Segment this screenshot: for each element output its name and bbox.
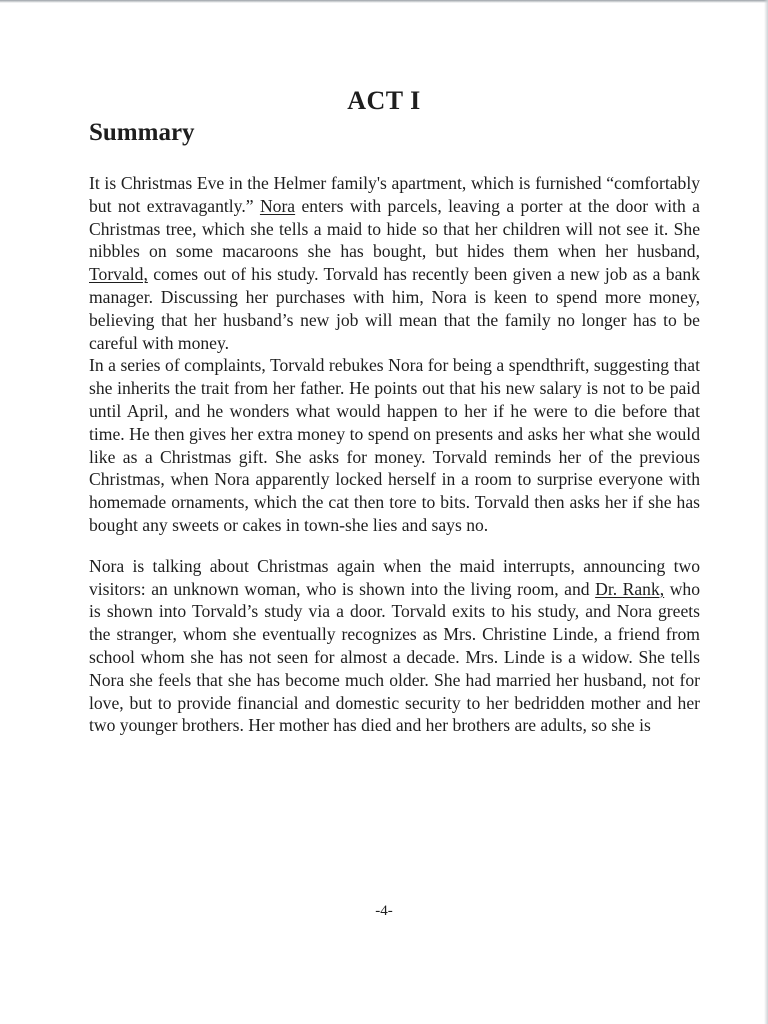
character-link[interactable]: Dr. Rank, [595,578,665,599]
paragraph-text: enters with parcels, leaving a porter at the door with a Christmas tree, which she tells a maid to hide so that her children will not see it. She nibbles on some macaroons she has bought, but hides them when her husband, [89,195,700,262]
character-link[interactable]: Torvald, [89,264,148,285]
summary-paragraph-2 [89,354,700,536]
section-heading: Summary [89,119,195,146]
character-link[interactable]: Nora [259,195,296,216]
paragraph-text: who is shown into Torvald’s study via a door. Torvald exits to his study, and Nora greets the stranger, whom she eventually recognizes as Mrs. Christine Linde, a friend from school whom she has not seen for almost a decade. Mrs. Linde is a widow. She tells Nora she feels that she has become much older. She had married her husband, not for love, but to provide financial and domestic security to her bedridden mother and her two younger brothers. Her mother has died and her brothers are adults, so she is [89,578,700,736]
summary-paragraph-3 [89,555,700,737]
act-title: ACT I [347,86,421,115]
paragraph-text: In a series of complaints, Torvald rebukes Nora for being a spendthrift, suggesting that she inherits the trait from her father. He points out that his new salary is not to be paid until April, and he wonders what would happen to her if he were to die before that time. He then gives her extra money to spend on presents and asks her what she would like as a Christmas gift. She asks for money. Torvald reminds her of the previous Christmas, when Nora apparently locked herself in a room to surprise everyone with homemade ornaments, which the cat then tore to bits. Torvald then asks her if she has bought any sweets or cakes in town-she lies and says no. [89,355,700,535]
summary-paragraph-1 [89,172,700,354]
page-number: -4- [375,903,393,919]
paragraph-text: It is Christmas Eve in the Helmer family's apartment, which is furnished “comfortably but not extravagantly.” [89,173,700,216]
summary-body [89,172,700,737]
paragraph-text: Nora is talking about Christmas again when the maid interrupts, announcing two visitors: an unknown woman, who is shown into the living room, and [89,555,700,599]
paragraph-text: comes out of his study. Torvald has recently been given a new job as a bank manager. Discussing her purchases with him, Nora is keen to spend more money, believing that her husband’s new job will mean that the family no longer has to be careful with money. [89,264,700,353]
